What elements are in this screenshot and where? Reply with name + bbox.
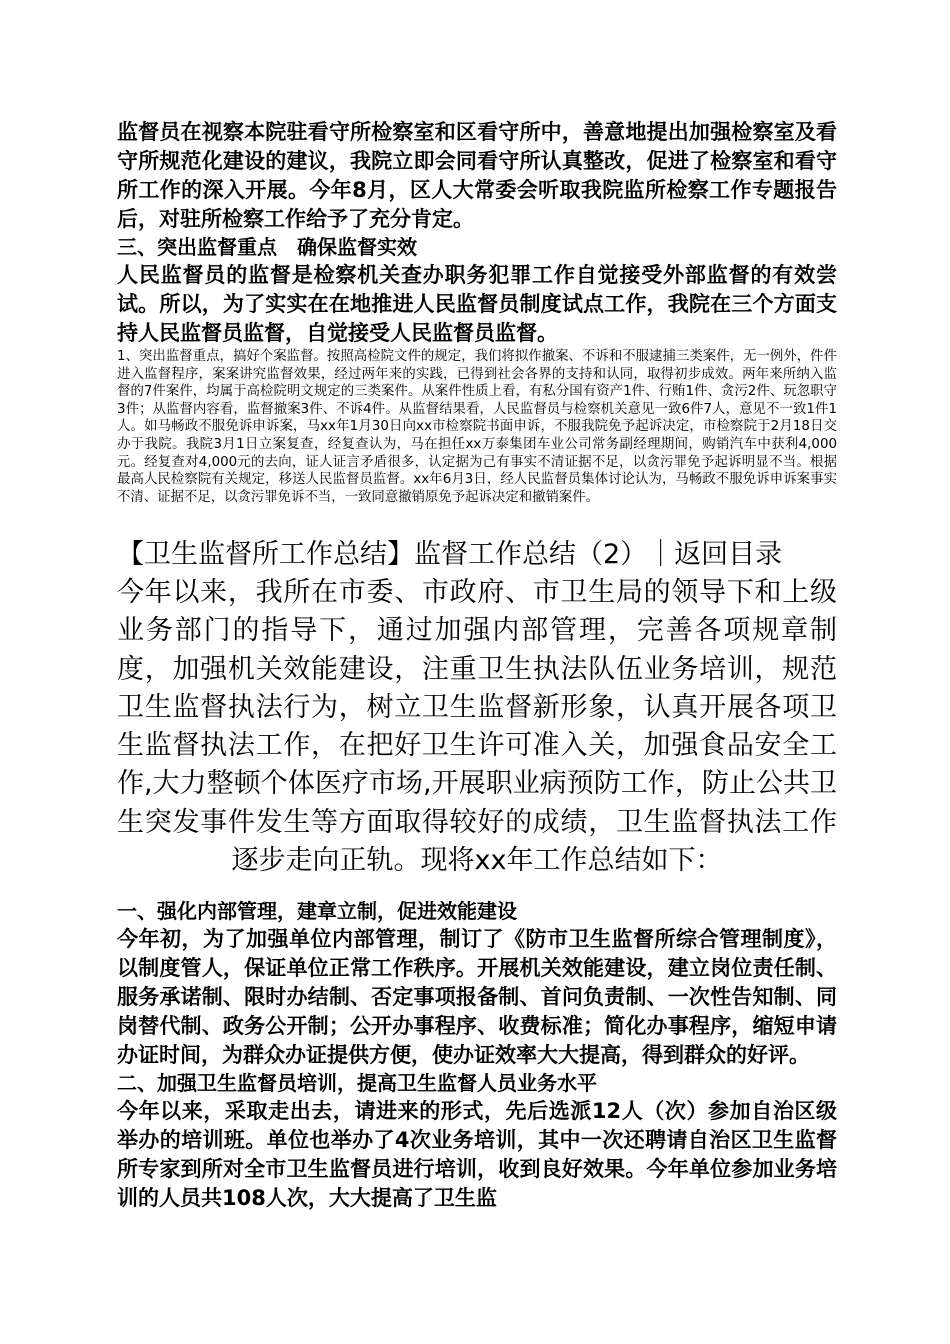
case-detail-paragraph: 1、突出监督重点，搞好个案监督。按照高检院文件的规定，我们将拟作撤案、不诉和不服逮捕三类案件，无一例外，件件进入监督程序，案案讲究监督效果，经过两年来的实践，已得到社会各界的支持和认同，取得初步成效。两年来所纳入监督的7件案件，均属于高检院明文规定的三类案件。从案件性质上看，有私分国有资产1件、行贿1件、贪污2件、玩忽职守3件；从监督内容看，监督撤案3件、不诉4件。从监督结果看，人民监督员与检察机关意见一致6件7人，意见不一致1件1人。如马畅政不服免诉申诉案，马xx年1月30日向xx市检察院书面申诉，不服我院免予起诉决定，市检察院于2月18日交办于我院。我院3月1日立案复查，经复查认为，马在担任xx万泰集团车业公司常务副经理期间，购销汽车中获利4,000元。经复查对4,000元的去向，证人证言矛盾很多，认定据为己有事实不清证据不足，以贪污罪免予起诉明显不当。根据最高人民检察院有关规定，移送人民监督员监督。xx年6月3日，经人民监督员集体讨论认为，马畅政不服免诉申诉案事实不清、证据不足，以贪污罪免诉不当，一致同意撤销原免予起诉决定和撤销案件。 bbox=[117, 349, 837, 505]
section-heading-3: 三、突出监督重点 确保监督实效 bbox=[117, 235, 417, 259]
article-intro: 今年以来，我所在市委、市政府、市卫生局的领导下和上级业务部门的指导下，通过加强内部管理，完善各项规章制度，加强机关效能建设，注重卫生执法队伍业务培训，规范卫生监督执法行为，树立卫生监督新形象，认真开展各项卫生监督执法工作，在把好卫生许可准入关，加强食品安全工作,大力整顿个体医疗市场,开展职业病预防工作，防止公共卫生突发事件发生等方面取得较好的成绩，卫生监督执法工作逐步走向正轨。现将xx年工作总结如下： bbox=[117, 577, 837, 877]
paragraph-1: 今年初，为了加强单位内部管理，制订了《防市卫生监督所综合管理制度》，以制度管人，保证单位正常工作秩序。开展机关效能建设，建立岗位责任制、服务承诺制、限时办结制、否定事项报备制、首问负责制、一次性告知制、同岗替代制、政务公开制；公开办事程序、收费标准；简化办事程序，缩短申请办证时间，为群众办证提供方便，使办证效率大大提高，得到群众的好评。 bbox=[117, 927, 837, 1067]
paragraph-2: 今年以来，采取走出去，请进来的形式，先后选派12人（次）参加自治区级举办的培训班。单位也举办了4次业务培训，其中一次还聘请自治区卫生监督所专家到所对全市卫生监督员进行培训，收到良好效果。今年单位参加业务培训的人员共108人次，大大提高了卫生监 bbox=[117, 1099, 837, 1210]
section-2-header bbox=[117, 536, 837, 880]
section-1 bbox=[117, 118, 837, 506]
section-heading-2: 二、加强卫生监督员培训，提高卫生监督人员业务水平 bbox=[117, 1071, 597, 1095]
paragraph-3: 人民监督员的监督是检察机关查办职务犯罪工作自觉接受外部监督的有效尝试。所以，为了实实在在地推进人民监督员制度试点工作，我院在三个方面支持人民监督员监督，自觉接受人民监督员监督。 bbox=[117, 263, 837, 345]
intro-paragraph: 监督员在视察本院驻看守所检察室和区看守所中，善意地提出加强检察室及看守所规范化建设的建议，我院立即会同看守所认真整改，促进了检察室和看守所工作的深入开展。今年8月，区人大常委会听取我院监所检察工作专题报告后，对驻所检察工作给予了充分肯定。 bbox=[117, 120, 837, 231]
article-title: 【卫生监督所工作总结】监督工作总结（2）｜返回目录 bbox=[117, 539, 783, 570]
section-2-body bbox=[117, 898, 837, 1213]
section-heading-1: 一、强化内部管理，建章立制，促进效能建设 bbox=[117, 899, 517, 923]
